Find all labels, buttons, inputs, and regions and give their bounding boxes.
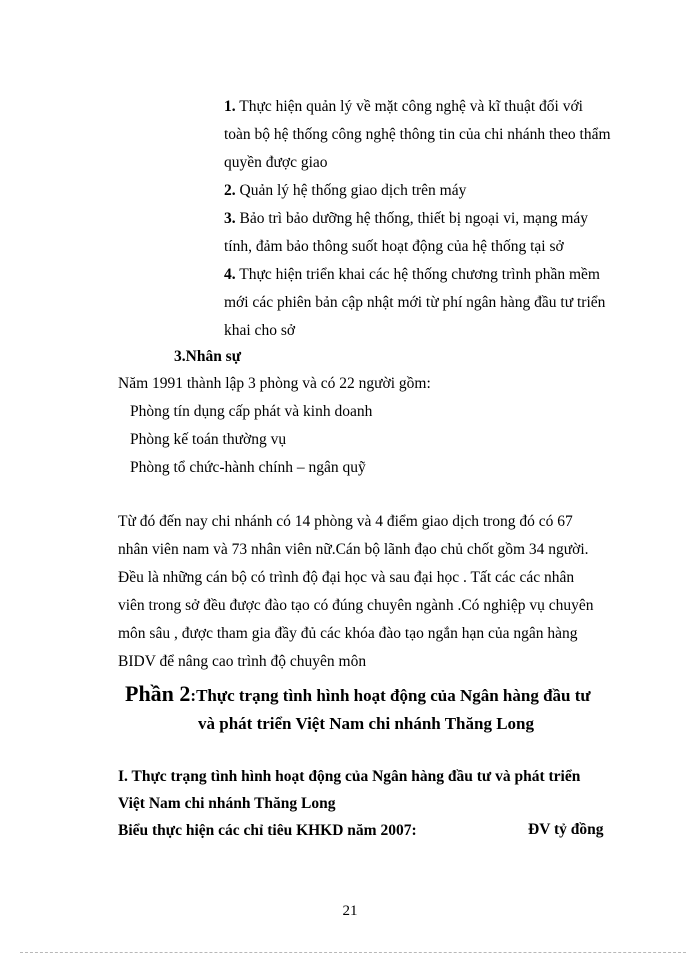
task-item-4-line-1 bbox=[224, 265, 600, 285]
part2-title-line-2: và phát triển Việt Nam chi nhánh Thăng Long bbox=[198, 714, 534, 733]
task-item-1-line-3: quyền được giao bbox=[224, 154, 328, 171]
staff-intro: Năm 1991 thành lập 3 phòng và có 22 người gồm: bbox=[118, 375, 431, 392]
section-i-line-2: Việt Nam chi nhánh Thăng Long bbox=[118, 795, 336, 812]
page-number: 21 bbox=[342, 903, 358, 919]
part2-title-line-1 bbox=[125, 681, 591, 707]
department-item-1: Phòng tín dụng cấp phát và kinh doanh bbox=[130, 403, 373, 420]
task-item-2-number: 2. bbox=[224, 182, 236, 199]
department-item-3: Phòng tổ chức-hành chính – ngân quỹ bbox=[130, 459, 366, 476]
task-item-1-line-1 bbox=[224, 97, 583, 117]
section-i-line-1: I. Thực trạng tình hình hoạt động của Ngân hàng đầu tư và phát triển bbox=[118, 768, 581, 785]
task-item-3-line-1 bbox=[224, 209, 588, 229]
staff-paragraph-line-4: viên trong sở đều được đào tạo có đúng chuyên ngành .Có nghiệp vụ chuyên bbox=[118, 597, 594, 614]
table-caption: Biểu thực hiện các chỉ tiêu KHKD năm 2007: bbox=[118, 822, 417, 839]
unit-label: ĐV tỷ đồng bbox=[528, 821, 604, 838]
staff-paragraph-line-1: Từ đó đến nay chi nhánh có 14 phòng và 4 điểm giao dịch trong đó có 67 bbox=[118, 513, 573, 530]
task-item-4-text: Thực hiện triển khai các hệ thống chương trình phần mềm bbox=[239, 266, 600, 283]
staff-paragraph-line-5: môn sâu , được tham gia đầy đủ các khóa đào tạo ngắn hạn của ngân hàng bbox=[118, 625, 578, 642]
department-item-2: Phòng kế toán thường vụ bbox=[130, 431, 287, 448]
task-item-2-text: Quản lý hệ thống giao dịch trên máy bbox=[239, 182, 467, 199]
staff-paragraph-line-2: nhân viên nam và 73 nhân viên nữ.Cán bộ lãnh đạo chủ chốt gồm 34 người. bbox=[118, 541, 589, 558]
staff-paragraph-line-3: Đều là những cán bộ có trình độ đại học và sau đại học . Tất các các nhân bbox=[118, 569, 575, 586]
task-item-1-text: Thực hiện quản lý về mặt công nghệ và kĩ thuật đối với bbox=[239, 98, 583, 115]
task-item-4-line-3: khai cho sở bbox=[224, 322, 296, 339]
task-item-3-text: Bảo trì bảo dưỡng hệ thống, thiết bị ngoại vi, mạng máy bbox=[239, 210, 589, 227]
staff-heading: 3.Nhân sự bbox=[174, 348, 242, 365]
task-item-4-line-2: mới các phiên bản cập nhật mới từ phí ngân hàng đầu tư triển bbox=[224, 294, 606, 311]
task-item-1-number: 1. bbox=[224, 98, 236, 115]
part2-title-text: :Thực trạng tình hình hoạt động của Ngân hàng đầu tư bbox=[190, 686, 591, 705]
task-item-3-number: 3. bbox=[224, 210, 236, 227]
page-bottom-divider bbox=[20, 952, 686, 953]
part2-prefix: Phần 2 bbox=[125, 681, 191, 706]
task-item-2-line-1 bbox=[224, 181, 466, 201]
task-item-1-line-2: toàn bộ hệ thống công nghệ thông tin của chi nhánh theo thẩm bbox=[224, 126, 611, 143]
staff-paragraph-line-6: BIDV để nâng cao trình độ chuyên môn bbox=[118, 653, 367, 670]
task-item-4-number: 4. bbox=[224, 266, 236, 283]
task-item-3-line-2: tính, đảm bảo thông suốt hoạt động của hệ thống tại sở bbox=[224, 238, 564, 255]
